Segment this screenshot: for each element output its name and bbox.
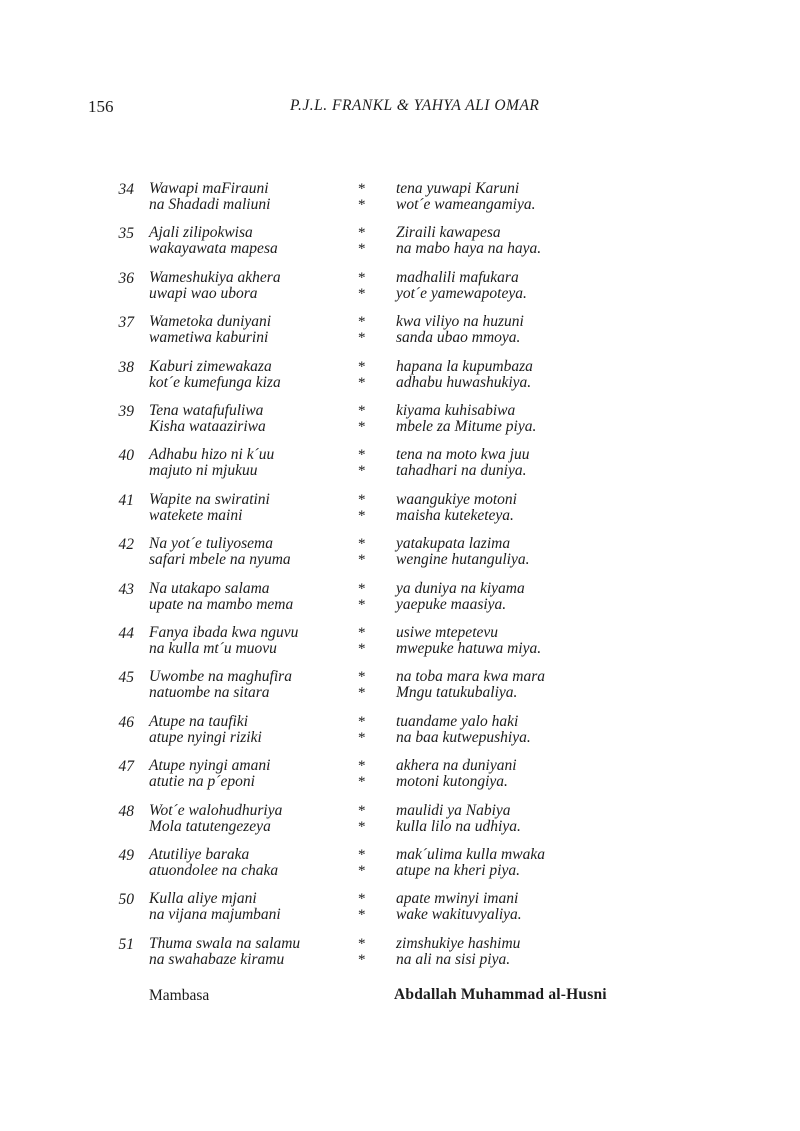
right-hemistich: yot´e yamewapoteya. [396, 284, 527, 302]
right-hemistich: maulidi ya Nabiya [396, 801, 511, 819]
left-hemistich: atupe nyingi riziki [149, 728, 262, 746]
asterisk-separator: * [358, 536, 366, 553]
left-hemistich: upate na mambo mema [149, 595, 294, 613]
stanza-number: 46 [118, 713, 134, 731]
asterisk-separator: * [358, 197, 366, 213]
left-hemistich: Kulla aliye mjani [149, 890, 257, 908]
left-hemistich: majuto ni mjukuu [149, 462, 258, 480]
left-hemistich: watekete maini [149, 506, 243, 524]
right-hemistich: na mabo haya na haya. [396, 240, 542, 258]
stanza [0, 758, 800, 794]
right-hemistich: tuandame yalo haki [396, 712, 519, 730]
right-hemistich: maisha kuteketeya. [396, 506, 514, 524]
right-hemistich: tena yuwapi Karuni [396, 180, 520, 197]
asterisk-separator: * [358, 685, 366, 702]
stanza-number: 47 [118, 758, 134, 776]
asterisk-separator: * [358, 951, 366, 968]
left-hemistich: na vijana majumbani [149, 906, 281, 924]
right-hemistich: na ali na sisi piya. [396, 950, 511, 968]
stanza-number: 50 [118, 891, 134, 909]
footer-author: Abdallah Muhammad al-Husni [394, 986, 607, 1003]
left-hemistich: Thuma swala na salamu [149, 934, 301, 952]
left-hemistich: wametiwa kaburini [149, 329, 269, 347]
stanza [0, 803, 800, 839]
right-hemistich: madhalili mafukara [396, 268, 519, 286]
stanza [0, 359, 800, 395]
asterisk-separator: * [358, 463, 366, 480]
stanza [0, 936, 800, 972]
page-number: 156 [88, 97, 114, 116]
right-hemistich: na toba mara kwa mara [396, 668, 545, 686]
stanza [0, 581, 800, 617]
asterisk-separator: * [358, 935, 366, 952]
right-hemistich: mwepuke hatuwa miya. [396, 640, 542, 657]
left-hemistich: kot´e kumefunga kiza [149, 373, 281, 391]
stanza [0, 625, 800, 661]
asterisk-separator: * [358, 314, 366, 331]
footer-place: Mambasa [149, 987, 210, 1004]
right-hemistich: waangukiye motoni [396, 490, 517, 508]
left-hemistich: Tena watafufuliwa [149, 402, 264, 419]
left-hemistich: atuondolee na chaka [149, 862, 279, 879]
stanza [0, 669, 800, 705]
asterisk-separator: * [358, 863, 366, 879]
left-hemistich: Uwombe na maghufira [149, 668, 292, 686]
stanza-number: 37 [118, 314, 134, 332]
asterisk-separator: * [358, 625, 366, 641]
right-hemistich: Ziraili kawapesa [396, 224, 501, 242]
stanza-number: 49 [118, 847, 134, 864]
asterisk-separator: * [358, 447, 366, 464]
left-hemistich: uwapi wao ubora [149, 284, 258, 302]
left-hemistich: safari mbele na nyuma [149, 551, 291, 569]
right-hemistich: ya duniya na kiyama [396, 579, 525, 597]
asterisk-separator: * [358, 891, 366, 908]
stanza [0, 492, 800, 528]
right-hemistich: wot´e wameangamiya. [396, 196, 536, 213]
right-hemistich: mak´ulima kulla mwaka [396, 846, 545, 863]
left-hemistich: Kaburi zimewakaza [149, 357, 272, 375]
left-hemistich: wakayawata mapesa [149, 240, 278, 258]
asterisk-separator: * [358, 507, 366, 524]
stanza-number: 48 [118, 802, 134, 820]
asterisk-separator: * [358, 374, 366, 391]
asterisk-separator: * [358, 269, 366, 286]
left-hemistich: na kulla mt´u muovu [149, 640, 277, 657]
right-hemistich: na baa kutwepushiya. [396, 728, 531, 746]
right-hemistich: motoni kutongiya. [396, 773, 508, 791]
stanza [0, 225, 800, 261]
right-hemistich: zimshukiye hashimu [396, 934, 521, 952]
stanza [0, 270, 800, 306]
left-hemistich: Adhabu hizo ni k´uu [149, 446, 275, 464]
asterisk-separator: * [358, 729, 366, 746]
asterisk-separator: * [358, 774, 366, 791]
stanza [0, 181, 800, 217]
left-hemistich: Atutiliye baraka [149, 846, 250, 863]
left-hemistich: natuombe na sitara [149, 684, 270, 702]
left-hemistich: Wot´e walohudhuriya [149, 801, 283, 819]
stanza-number: 40 [118, 447, 134, 465]
left-hemistich: Atupe na taufiki [149, 712, 249, 730]
stanza-number: 35 [118, 225, 134, 243]
left-hemistich: Wapite na swiratini [149, 490, 270, 508]
left-hemistich: Na yot´e tuliyosema [149, 535, 273, 553]
right-hemistich: atupe na kheri piya. [396, 862, 520, 879]
asterisk-separator: * [358, 847, 366, 863]
right-hemistich: yatakupata lazima [396, 535, 511, 553]
right-hemistich: adhabu huwashukiya. [396, 373, 532, 391]
left-hemistich: Na utakapo salama [149, 579, 270, 597]
right-hemistich: kulla lilo na udhiya. [396, 817, 521, 835]
asterisk-separator: * [358, 241, 366, 258]
asterisk-separator: * [358, 713, 366, 730]
stanza-number: 43 [118, 580, 134, 598]
stanza-number: 38 [118, 358, 134, 376]
asterisk-separator: * [358, 641, 366, 657]
running-head: P.J.L. FRANKL & YAHYA ALI OMAR [290, 97, 540, 114]
right-hemistich: kiyama kuhisabiwa [396, 402, 516, 419]
stanza-number: 45 [118, 669, 134, 687]
stanza [0, 536, 800, 572]
left-hemistich: Wameshukiya akhera [149, 268, 281, 286]
asterisk-separator: * [358, 403, 366, 419]
asterisk-separator: * [358, 330, 366, 347]
right-hemistich: tahadhari na duniya. [396, 462, 527, 480]
left-hemistich: Ajali zilipokwisa [149, 224, 253, 242]
right-hemistich: apate mwinyi imani [396, 890, 519, 908]
stanza-number: 42 [118, 536, 134, 554]
left-hemistich: Atupe nyingi amani [149, 757, 271, 775]
asterisk-separator: * [358, 907, 366, 924]
right-hemistich: kwa viliyo na huzuni [396, 313, 524, 331]
left-hemistich: Wawapi maFirauni [149, 180, 269, 197]
right-hemistich: Mngu tatukubaliya. [396, 684, 518, 702]
stanza-number: 34 [118, 181, 134, 198]
stanza-number: 36 [118, 269, 134, 287]
left-hemistich: Wametoka duniyani [149, 313, 272, 331]
asterisk-separator: * [358, 802, 366, 819]
asterisk-separator: * [358, 358, 366, 375]
left-hemistich: Mola tatutengezeya [149, 817, 271, 835]
asterisk-separator: * [358, 419, 366, 435]
right-hemistich: wake wakituvyaliya. [396, 906, 522, 924]
right-hemistich: tena na moto kwa juu [396, 446, 530, 464]
right-hemistich: mbele za Mitume piya. [396, 418, 537, 435]
stanza-number: 44 [118, 625, 134, 642]
asterisk-separator: * [358, 491, 366, 508]
left-hemistich: na swahabaze kiramu [149, 950, 285, 968]
asterisk-separator: * [358, 225, 366, 242]
stanza [0, 714, 800, 750]
stanza-number: 41 [118, 491, 134, 509]
asterisk-separator: * [358, 669, 366, 686]
asterisk-separator: * [358, 758, 366, 775]
left-hemistich: atutie na p´eponi [149, 773, 255, 791]
asterisk-separator: * [358, 552, 366, 569]
stanza [0, 314, 800, 350]
stanza-number: 39 [118, 403, 134, 420]
right-hemistich: wengine hutanguliya. [396, 551, 530, 569]
right-hemistich: akhera na duniyani [396, 757, 517, 775]
stanza-number: 51 [118, 935, 134, 953]
asterisk-separator: * [358, 580, 366, 597]
right-hemistich: sanda ubao mmoya. [396, 329, 521, 347]
stanza [0, 447, 800, 483]
asterisk-separator: * [358, 818, 366, 835]
left-hemistich: Fanya ibada kwa nguvu [149, 624, 299, 641]
right-hemistich: usiwe mtepetevu [396, 624, 499, 641]
asterisk-separator: * [358, 181, 366, 197]
left-hemistich: Kisha wataaziriwa [149, 418, 266, 435]
asterisk-separator: * [358, 596, 366, 613]
stanza [0, 891, 800, 927]
stanza [0, 403, 800, 439]
right-hemistich: hapana la kupumbaza [396, 357, 533, 375]
asterisk-separator: * [358, 285, 366, 302]
stanza [0, 847, 800, 883]
left-hemistich: na Shadadi maliuni [149, 196, 271, 213]
right-hemistich: yaepuke maasiya. [396, 595, 507, 613]
